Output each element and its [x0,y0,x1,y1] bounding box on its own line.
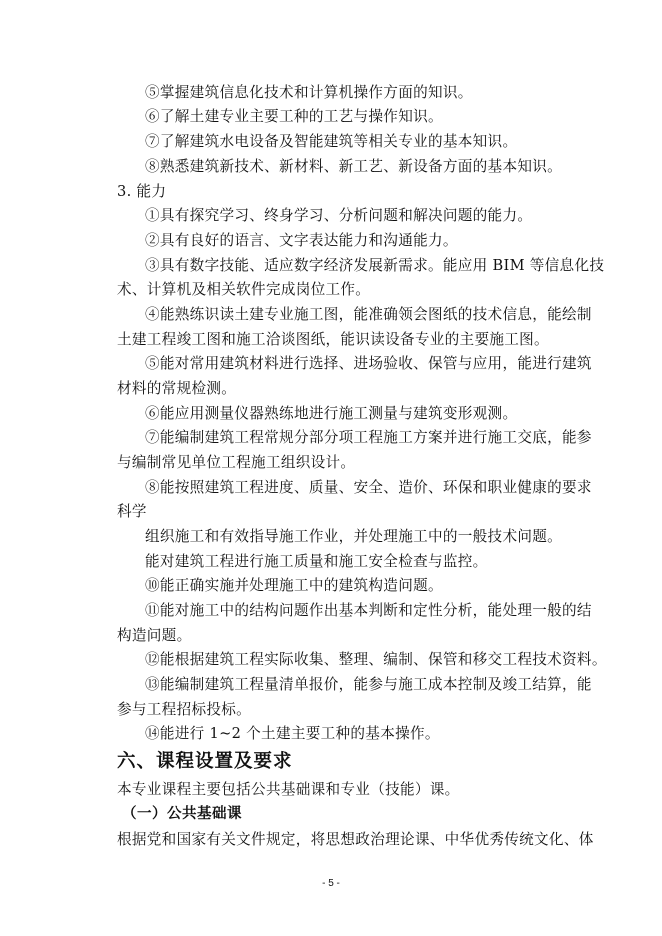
knowledge-item-5: ⑤掌握建筑信息化技术和计算机操作方面的知识。 [145,84,473,101]
ability-line: ③具有数字技能、适应数字经济发展新需求。能应用 BIM 等信息化技 [145,257,605,274]
ability-line: 材料的常规检测。 [117,380,237,397]
knowledge-item-7: ⑦了解建筑水电设备及智能建筑等相关专业的基本知识。 [145,133,518,150]
ability-line: ⑪能对施工中的结构问题作出基本判断和定性分析，能处理一般的结 [145,602,592,619]
knowledge-item-8: ⑧熟悉建筑新技术、新材料、新工艺、新设备方面的基本知识。 [145,158,563,175]
ability-line: 能对建筑工程进行施工质量和施工安全检查与监控。 [145,553,488,570]
section-heading: 六、课程设置及要求 [117,751,293,772]
section-intro: 本专业课程主要包括公共基础课和专业（技能）课。 [117,781,460,798]
ability-line: ⑧能按照建筑工程进度、质量、安全、造价、环保和职业健康的要求 [145,479,592,496]
subsection-text: 根据党和国家有关文件规定，将思想政治理论课、中华优秀传统文化、体 [117,831,594,848]
ability-line: ⑬能编制建筑工程量清单报价，能参与施工成本控制及竣工结算，能 [145,676,592,693]
ability-line: 组织施工和有效指导施工作业，并处理施工中的一般技术问题。 [145,528,563,545]
knowledge-item-6: ⑥了解土建专业主要工种的工艺与操作知识。 [145,108,443,125]
ability-line: ⑦能编制建筑工程常规分部分项工程施工方案并进行施工交底，能参 [145,429,592,446]
subsection-heading: （一）公共基础课 [122,806,242,822]
ability-line: ⑤能对常用建筑材料进行选择、进场验收、保管与应用，能进行建筑 [145,355,592,372]
ability-line: ④能熟练识读土建专业施工图，能准确领会图纸的技术信息，能绘制 [145,306,592,323]
ability-heading: 3. 能力 [117,183,167,200]
ability-line: ②具有良好的语言、文字表达能力和沟通能力。 [145,232,458,249]
ability-line: ⑭能进行 1~2 个土建主要工种的基本操作。 [145,725,440,742]
ability-line: 构造问题。 [117,627,192,644]
ability-line: ⑥能应用测量仪器熟练地进行施工测量与建筑变形观测。 [145,405,518,422]
ability-line: ⑫能根据建筑工程实际收集、整理、编制、保管和移交工程技术资料。 [145,651,607,668]
ability-line: 土建工程竣工图和施工洽谈图纸，能识读设备专业的主要施工图。 [117,331,549,348]
ability-line: ①具有探究学习、终身学习、分析问题和解决问题的能力。 [145,207,533,224]
ability-line: 与编制常见单位工程施工组织设计。 [117,454,356,471]
ability-line: ⑩能正确实施并处理施工中的建筑构造问题。 [145,577,443,594]
ability-line: 术、计算机及相关软件完成岗位工作。 [117,281,371,298]
page-number: - 5 - [322,878,340,889]
ability-line: 科学 [117,503,147,520]
ability-line: 参与工程招标投标。 [117,701,252,718]
